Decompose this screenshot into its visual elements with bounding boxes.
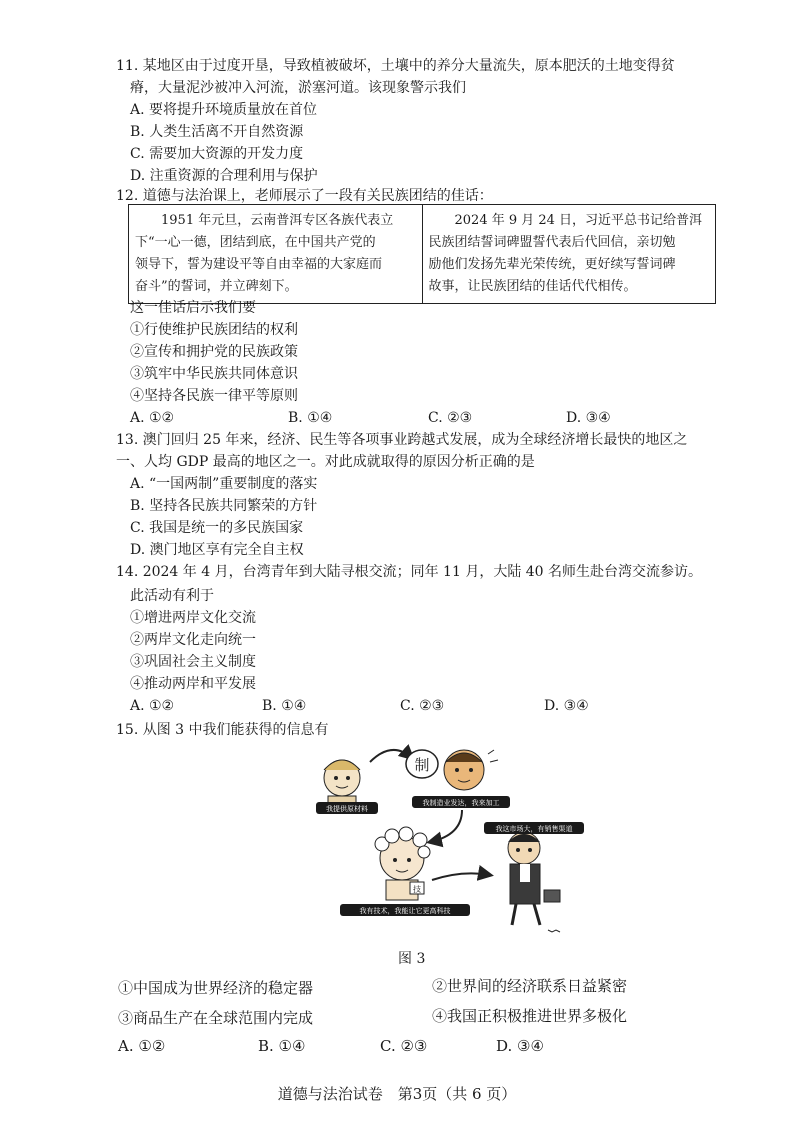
- q14-stem-line1: 14. 2024 年 4 月，台湾青年到大陆寻根交流；同年 11 月，大陆 40 名师生赴台湾交流参访。: [116, 564, 703, 580]
- q12-choice-b[interactable]: B. ①④: [288, 410, 333, 426]
- q12-box-left: [129, 205, 423, 304]
- q15-item-3: ③商品生产在全球范围内完成: [118, 1009, 314, 1027]
- q13-option-d[interactable]: D. 澳门地区享有完全自主权: [130, 542, 304, 558]
- q12-item-3: ③筑牢中华民族共同体意识: [130, 366, 298, 382]
- q15-stem: 15. 从图 3 中我们能获得的信息有: [116, 722, 329, 738]
- label-1-text: 我提供原材料: [326, 805, 368, 813]
- tech-sign-char: 技: [413, 885, 421, 894]
- q12-item-2: ②宣传和拥护党的民族政策: [130, 344, 298, 360]
- box-right-line4: 故事，让民族团结的佳话代代相传。: [428, 279, 637, 294]
- q15-choice-b[interactable]: B. ①④: [258, 1037, 306, 1055]
- figure-3-cartoon: [312, 740, 602, 935]
- person-market: [508, 832, 560, 932]
- q14-item-1: ①增进两岸文化交流: [130, 610, 256, 626]
- page-footer: 道德与法治试卷 第3页（共 6 页）: [277, 1085, 517, 1103]
- q13-option-a[interactable]: A. “一国两制”重要制度的落实: [130, 476, 318, 492]
- bubble-char: 制: [414, 756, 430, 774]
- box-right-line1: 2024 年 9 月 24 日，习近平总书记给普洱: [454, 213, 703, 228]
- q15-item-1: ①中国成为世界经济的稳定器: [118, 979, 314, 997]
- q12-box-right: [422, 205, 716, 304]
- q14-choice-c[interactable]: C. ②③: [400, 698, 445, 714]
- box-left-line4: 奋斗”的誓词，并立碑刻下。: [135, 279, 298, 294]
- q14-item-4: ④推动两岸和平发展: [130, 676, 256, 692]
- person-manufacturer: [444, 750, 498, 790]
- q11-option-c[interactable]: C. 需要加大资源的开发力度: [130, 146, 304, 162]
- figure-caption: 图 3: [398, 951, 426, 967]
- q12-lead: 这一佳话启示我们要: [130, 300, 256, 316]
- q12-stem: 12. 道德与法治课上，老师展示了一段有关民族团结的佳话：: [116, 188, 493, 204]
- q11-stem-line2: 瘠，大量泥沙被冲入河流，淤塞河道。该现象警示我们: [130, 80, 466, 96]
- box-right-line2: 民族团结誓词碑盟誓代表后代回信，亲切勉: [428, 235, 676, 250]
- q15-choice-c[interactable]: C. ②③: [380, 1037, 428, 1055]
- q13-stem-line1: 13. 澳门回归 25 年来，经济、民生等各项事业跨越式发展，成为全球经济增长最快的地区之: [116, 432, 688, 448]
- q11-option-a[interactable]: A. 要将提升环境质量放在首位: [130, 102, 318, 118]
- q13-option-c[interactable]: C. 我国是统一的多民族国家: [130, 520, 304, 536]
- q14-stem-line2: 此活动有利于: [130, 588, 214, 604]
- label-3-text: 我这市场大，有销售渠道: [495, 825, 573, 833]
- person-technology: [375, 827, 430, 900]
- q12-choice-c[interactable]: C. ②③: [428, 410, 473, 426]
- label-4-text: 我有技术，我能让它更高科技: [359, 907, 451, 915]
- q12-choice-a[interactable]: A. ①②: [130, 410, 175, 426]
- arrow-1: [370, 750, 412, 762]
- q14-choice-d[interactable]: D. ③④: [544, 698, 589, 714]
- box-left-line1: 1951 年元旦，云南普洱专区各族代表立: [161, 213, 394, 228]
- q11-option-d[interactable]: D. 注重资源的合理利用与保护: [130, 168, 318, 184]
- arrow-2: [430, 810, 462, 842]
- q15-item-2: ②世界间的经济联系日益紧密: [432, 977, 628, 995]
- q13-option-b[interactable]: B. 坚持各民族共同繁荣的方针: [130, 498, 318, 514]
- q15-choice-a[interactable]: A. ①②: [118, 1037, 166, 1055]
- bubble-zhi: [406, 750, 438, 778]
- q14-item-2: ②两岸文化走向统一: [130, 632, 256, 648]
- q13-stem-line2: 一、人均 GDP 最高的地区之一。对此成就取得的原因分析正确的是: [116, 454, 535, 470]
- label-2-text: 我制造业发达，我来加工: [422, 799, 500, 807]
- box-right-line3: 励他们发扬先辈光荣传统，更好续写誓词碑: [428, 257, 676, 272]
- q12-item-1: ①行使维护民族团结的权利: [130, 322, 298, 338]
- arrow-3: [432, 873, 490, 880]
- q12-choice-d[interactable]: D. ③④: [566, 410, 611, 426]
- box-left-line2: 下“一心一德，团结到底，在中国共产党的: [135, 235, 376, 250]
- q12-item-4: ④坚持各民族一律平等原则: [130, 388, 298, 404]
- q14-item-3: ③巩固社会主义制度: [130, 654, 256, 670]
- box-left-line3: 领导下，誓为建设平等自由幸福的大家庭而: [135, 257, 383, 272]
- q11-option-b[interactable]: B. 人类生活离不开自然资源: [130, 124, 304, 140]
- q11-stem-line1: 11. 某地区由于过度开垦，导致植被破坏，土壤中的养分大量流失，原本肥沃的土地变得贫: [116, 58, 675, 74]
- q15-choice-d[interactable]: D. ③④: [496, 1037, 544, 1055]
- q12-story-box: [128, 204, 716, 304]
- q15-item-4: ④我国正积极推进世界多极化: [432, 1007, 628, 1025]
- q14-choice-a[interactable]: A. ①②: [130, 698, 175, 714]
- q14-choice-b[interactable]: B. ①④: [262, 698, 307, 714]
